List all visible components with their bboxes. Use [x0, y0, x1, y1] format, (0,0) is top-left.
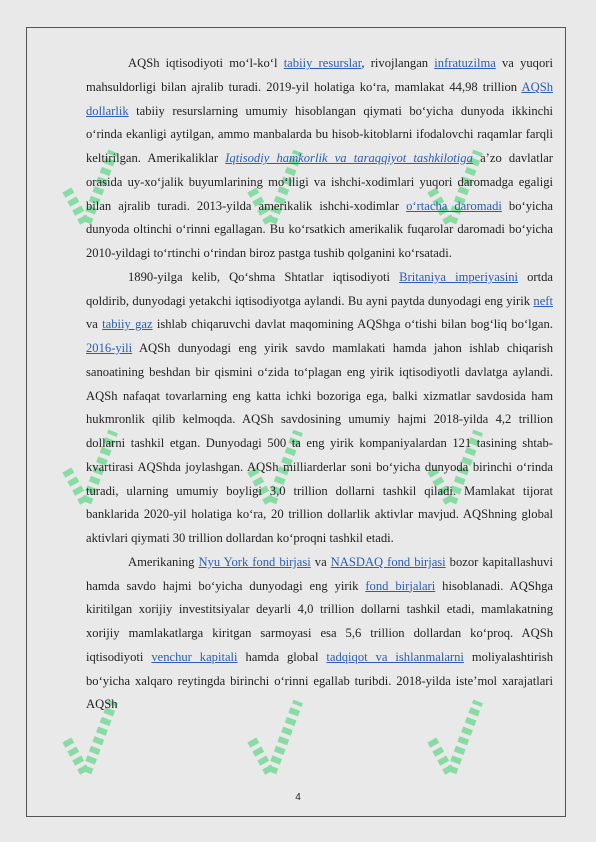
text-run: hamda global — [237, 649, 327, 664]
inline-link[interactable]: NASDAQ fond birjasi — [330, 554, 446, 569]
inline-link[interactable]: 2016-yili — [86, 341, 133, 355]
inline-link[interactable]: AQSh dollarlik — [86, 79, 553, 118]
inline-link[interactable]: infratuzilma — [434, 56, 496, 70]
text-run: ortda qoldirib, dunyodagi yetakchi iqtisodiyotga aylandi. Bu ayni paytda dunyodagi eng yirik — [86, 269, 554, 308]
text-run: va yuqori mahsuldorligi bilan ajralib turadi. 2019-yil holatiga ko‘ra, mamlakat 44,98 trillion — [86, 56, 553, 94]
inline-link[interactable]: tadqiqot va ishlanmalarni — [326, 649, 464, 664]
text-run: Amerikaning — [128, 554, 199, 569]
page-number: 4 — [295, 792, 301, 803]
paragraph — [86, 52, 553, 266]
text-run: va — [310, 554, 331, 569]
text-run: AQSh dunyodagi eng yirik savdo mamlakati hamda jahon ishlab chiqarish sanoatining beshdan bir qismini o‘zida to‘plagan eng yirik iqtisodiyotli davlatga aylandi. AQSh nafaqat tovarlarning eng katta ichki bozoriga ega, balki xizmatlar savdosida ham hukmronlik qilib kelmoqda. AQSh savdosining umumiy hajmi 2018-yilda 4,2 trillion dollarni tashkil etgan. Dunyodagi 500 ta eng yirik kompaniyalardan 121 tasining shtab-kvartirasi AQShda joylashgan. AQSh milliarderlar soni bo‘yicha dunyoda birinchi o‘rinda turadi, ularning umumiy boyligi 3,0 trillion dollarni tashkil qiladi. Mamlakat tijorat banklarida 2020-yil holatiga ko‘ra, 20 trillion dollarlik aktivlar mavjud. AQShning global aktivlari qiymati 30 trillion dollardan ko‘proqni tashkil etadi. — [86, 341, 553, 545]
text-run: ishlab chiqaruvchi davlat maqomining AQShga o‘tishi bilan bog‘liq bo‘lgan. — [152, 317, 553, 332]
body-text — [86, 52, 553, 717]
text-run: tabiiy resurslarning umumiy hisoblangan qiymati bo‘yicha dunyoda ikkinchi o‘rinda ekanligi aytilgan, ammo manbalarda bu hisob-kitoblarni ifodalovchi raqamlar farqli keltirilgan. Amerikaliklar — [86, 103, 553, 165]
text-run: a’zo davlatlar orasida uy-xo‘jalik buyumlarining mo‘lligi va ishchi-xodimlari yuqori daromadga egaligi bilan ajralib turadi. 2013-yilda amerikalik ishchi-xodimlar — [86, 151, 553, 213]
text-run: moliyalashtirish bo‘yicha xalqaro reytingda birinchi o‘rinni egallab turibdi. 2018-yilda iste’mol xarajatlari AQSh — [86, 649, 553, 712]
text-run: va — [86, 317, 103, 332]
inline-link[interactable]: Nyu York fond birjasi — [198, 554, 311, 569]
inline-link[interactable]: Iqtisodiy hamkorlik va taraqqiyot tashkilotiga — [225, 151, 473, 165]
text-run: bozor kapitallashuvi hamda savdo hajmi bo‘yicha dunyodagi eng yirik — [86, 554, 553, 593]
inline-link[interactable]: tabiiy gaz — [102, 317, 153, 332]
inline-link[interactable]: tabiiy resurslar — [283, 56, 362, 70]
text-run: hisoblanadi. AQShga kiritilgan xorijiy investitsiyalar deyarli 4,0 trillion dollarni tashkil etadi, mamlakatning xorijiy mamlakatlarga kiritgan sarmoyasi esa 5,6 trillion dollardan ko‘proq. AQSh iqtisodiyoti — [86, 578, 554, 664]
inline-link[interactable]: o‘rtacha daromadi — [406, 198, 502, 213]
paragraph — [86, 551, 553, 717]
inline-link[interactable]: venchur kapitali — [151, 649, 238, 664]
text-run: 1890-yilga kelib, Qo‘shma Shtatlar iqtisodiyoti — [128, 269, 400, 284]
text-run: , rivojlangan — [361, 56, 435, 70]
inline-link[interactable]: fond birjalari — [365, 578, 436, 593]
inline-link[interactable]: neft — [533, 293, 553, 308]
paragraph — [86, 266, 553, 551]
inline-link[interactable]: Britaniya imperiyasini — [399, 269, 519, 284]
text-run: AQSh iqtisodiyoti mo‘l-ko‘l — [128, 56, 284, 70]
text-run: bo‘yicha dunyoda oltinchi o‘rinni egallagan. Bu ko‘rsatkich amerikalik fuqarolar daromadi bo‘yicha 2010-yildagi to‘rtinchi o‘rindan biroz pastga tushib qolganini ko‘rsatadi. — [86, 198, 553, 260]
